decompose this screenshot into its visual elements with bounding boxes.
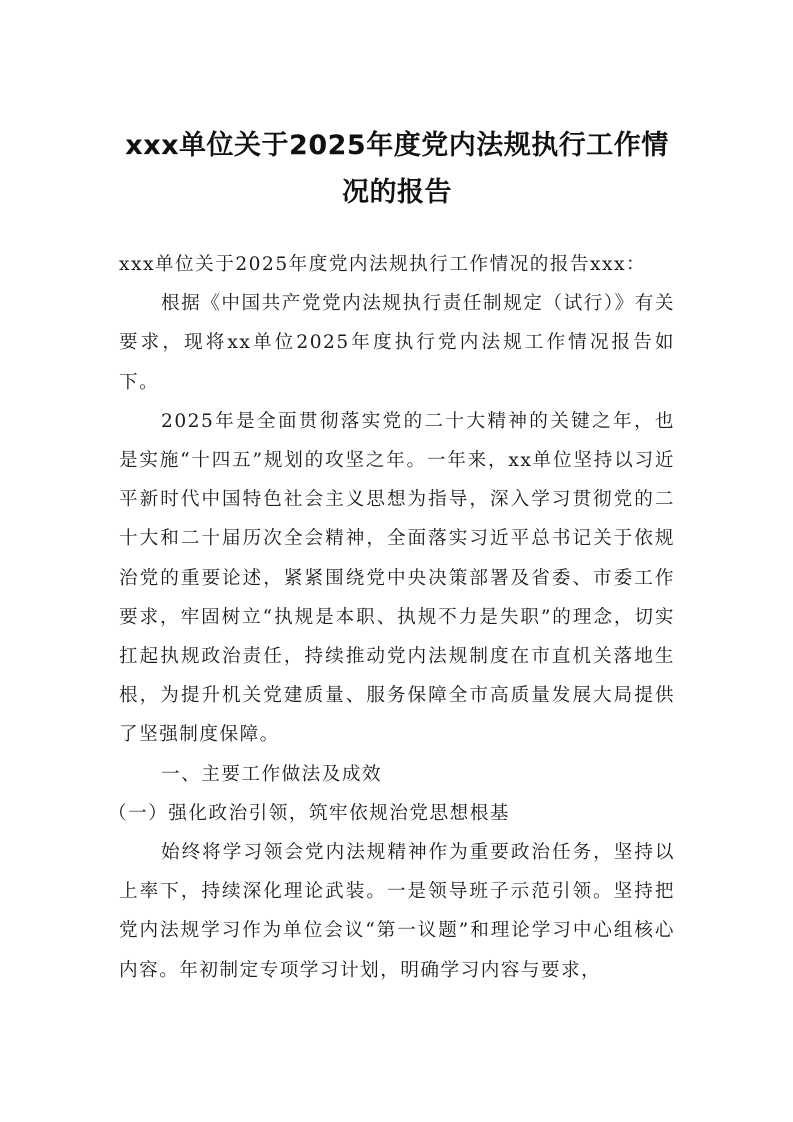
document-title: xxx单位关于2025年度党内法规执行工作情况的报告	[125, 130, 669, 208]
subsection-heading: （一）强化政治引领，筑牢依规治党思想根基	[108, 802, 510, 824]
intro-paragraph: 根据《中国共产党党内法规执行责任制规定（试行）》有关要求，现将xx单位2025年度执行党内法规工作情况报告如下。	[119, 293, 675, 393]
addressee-line: xxx单位关于2025年度党内法规执行工作情况的报告xxx：	[119, 254, 647, 275]
document-body	[108, 245, 675, 990]
overview-paragraph: 2025年是全面贯彻落实党的二十大精神的关键之年，也是实施“十四五”规划的攻坚之年。一年来，xx单位坚持以习近平新时代中国特色社会主义思想为指导，深入学习贯彻党的二十大和二十届历次全会精神，全面落实习近平总书记关于依规治党的重要论述，紧紧围绕党中央决策部署及省委、市委工作要求，牢固树立“执规是本职、执规不力是失职”的理念，切实扛起执规政治责任，持续推动党内法规制度在市直机关落地生根，为提升机关党建质量、服务保障全市高质量发展大局提供了坚强制度保障。	[119, 410, 675, 746]
body-paragraph: 始终将学习领会党内法规精神作为重要政治任务，坚持以上率下，持续深化理论武装。一是领导班子示范引领。坚持把党内法规学习作为单位会议“第一议题”和理论学习中心组核心内容。年初制定专项学习计划，明确学习内容与要求，	[119, 842, 675, 981]
section-heading: 一、主要工作做法及成效	[161, 763, 383, 785]
